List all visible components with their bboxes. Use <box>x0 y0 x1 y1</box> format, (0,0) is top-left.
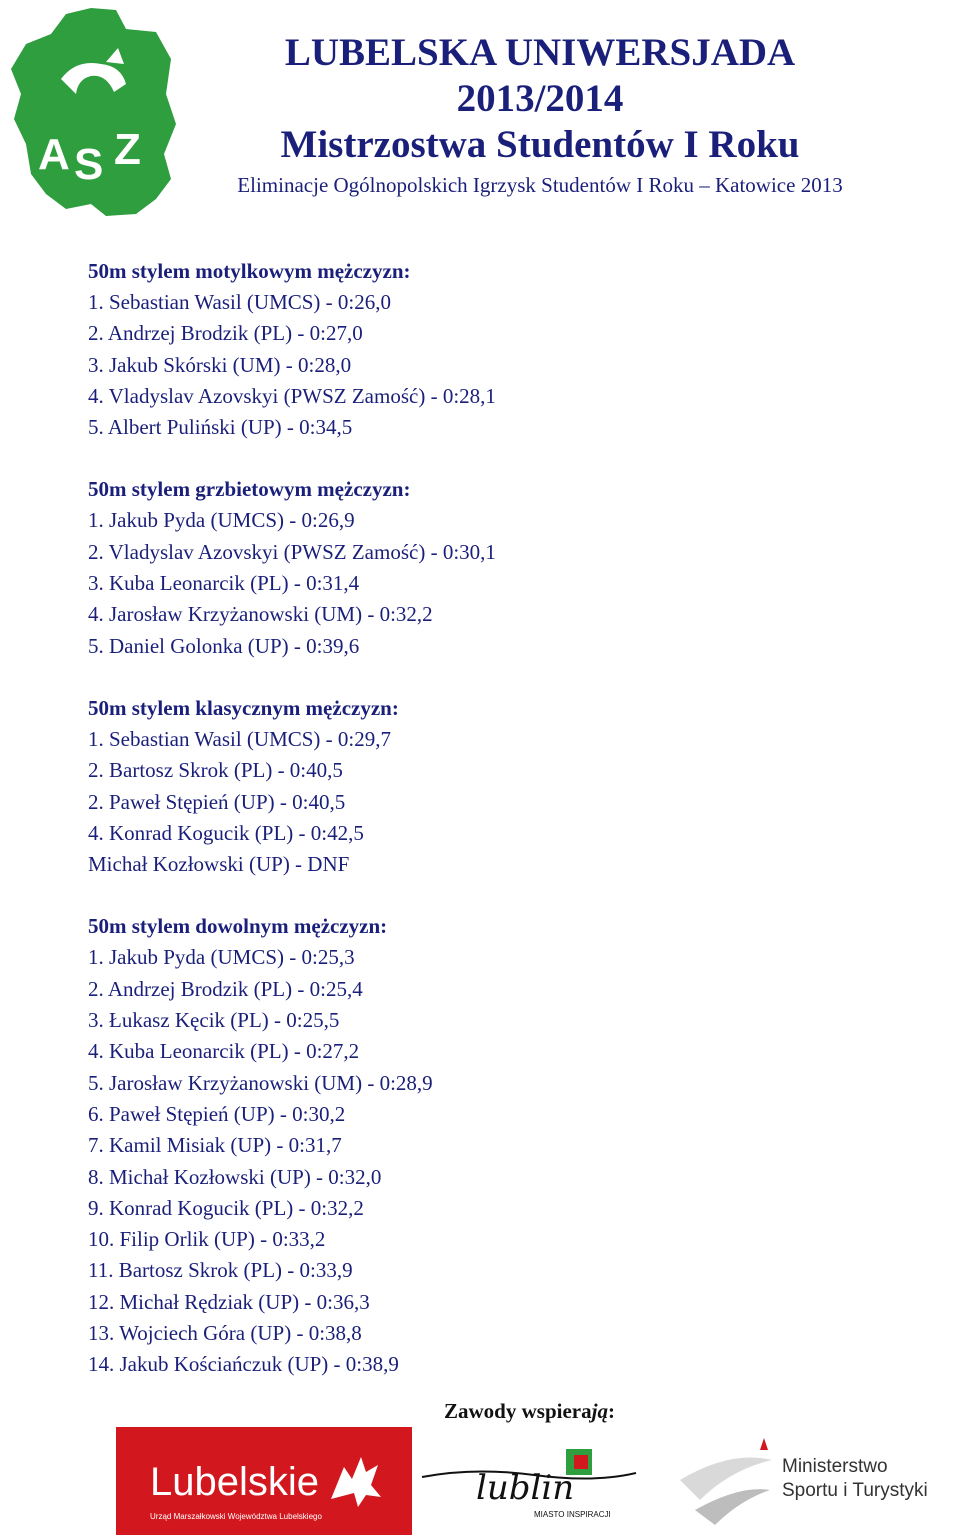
svg-text:Z: Z <box>114 125 141 174</box>
result-line: 1. Sebastian Wasil (UMCS) - 0:29,7 <box>88 726 391 751</box>
section-title: 50m stylem motylkowym mężczyzn: <box>88 259 411 283</box>
result-line: 3. Jakub Skórski (UM) - 0:28,0 <box>88 352 352 377</box>
result-line: 3. Kuba Leonarcik (PL) - 0:31,4 <box>88 571 360 596</box>
ministry-line2: Sportu i Turystyki <box>782 1480 928 1501</box>
header-title-line3: Mistrzostwa Studentów I Roku <box>280 123 800 166</box>
lublin-subtext: MIASTO INSPIRACJI <box>534 1510 611 1519</box>
lubelskie-logo <box>116 1427 412 1535</box>
section-backstroke <box>88 474 888 661</box>
section-butterfly <box>88 256 888 443</box>
header-title-line2: 2013/2014 <box>456 77 624 120</box>
result-line: 1. Jakub Pyda (UMCS) - 0:26,9 <box>88 508 355 533</box>
result-line: 6. Paweł Stępień (UP) - 0:30,2 <box>88 1101 346 1126</box>
sponsors-label <box>444 1399 615 1424</box>
result-line: 8. Michał Kozłowski (UP) - 0:32,0 <box>88 1164 382 1189</box>
result-line: 5. Daniel Golonka (UP) - 0:39,6 <box>88 633 360 658</box>
result-line: 3. Łukasz Kęcik (PL) - 0:25,5 <box>88 1008 340 1033</box>
header-title-line1: LUBELSKA UNIWERSJADA <box>284 31 796 74</box>
result-line: 10. Filip Orlik (UP) - 0:33,2 <box>88 1227 326 1252</box>
result-line: 2. Vladyslav Azovskyi (PWSZ Zamość) - 0:30,1 <box>88 539 496 564</box>
lubelskie-text: Lubelskie <box>150 1460 320 1504</box>
result-line: 4. Jarosław Krzyżanowski (UM) - 0:32,2 <box>88 602 433 627</box>
result-line: 2. Paweł Stępień (UP) - 0:40,5 <box>88 789 346 814</box>
lublin-text: lublin <box>476 1468 575 1508</box>
result-line: 5. Jarosław Krzyżanowski (UM) - 0:28,9 <box>88 1070 433 1095</box>
result-line: 2. Andrzej Brodzik (PL) - 0:25,4 <box>88 976 363 1001</box>
result-line: 9. Konrad Kogucik (PL) - 0:32,2 <box>88 1195 364 1220</box>
result-line: Michał Kozłowski (UP) - DNF <box>88 852 350 877</box>
result-line: 2. Andrzej Brodzik (PL) - 0:27,0 <box>88 321 363 346</box>
result-line: 1. Sebastian Wasil (UMCS) - 0:26,0 <box>88 290 391 314</box>
result-line: 4. Vladyslav Azovskyi (PWSZ Zamość) - 0:28,1 <box>88 383 496 408</box>
azs-logo <box>6 4 178 219</box>
result-line: 13. Wojciech Góra (UP) - 0:38,8 <box>88 1321 362 1346</box>
section-freestyle <box>88 911 888 1380</box>
sponsors-label-italic: ją <box>591 1399 608 1423</box>
result-line: 1. Jakub Pyda (UMCS) - 0:25,3 <box>88 945 355 970</box>
azs-logo-text: A <box>38 130 70 179</box>
results-list <box>88 256 888 1412</box>
ministry-line1: Ministerstwo <box>782 1456 888 1477</box>
section-title: 50m stylem dowolnym mężczyzn: <box>88 914 388 939</box>
section-title: 50m stylem klasycznym mężczyzn: <box>88 695 399 720</box>
document-header <box>190 30 890 200</box>
result-line: 4. Kuba Leonarcik (PL) - 0:27,2 <box>88 1039 360 1064</box>
result-line: 4. Konrad Kogucik (PL) - 0:42,5 <box>88 820 364 845</box>
result-line: 7. Kamil Misiak (UP) - 0:31,7 <box>88 1133 342 1158</box>
header-subtitle: Eliminacje Ogólnopolskich Igrzysk Studentów I Roku – Katowice 2013 <box>237 173 843 197</box>
lublin-logo <box>414 1427 644 1535</box>
result-line: 11. Bartosz Skrok (PL) - 0:33,9 <box>88 1258 353 1283</box>
result-line: 12. Michał Rędziak (UP) - 0:36,3 <box>88 1289 370 1314</box>
ministry-logo <box>660 1430 950 1535</box>
result-line: 2. Bartosz Skrok (PL) - 0:40,5 <box>88 758 343 783</box>
section-breaststroke <box>88 693 888 880</box>
sponsors-label-prefix: Zawody wspiera <box>444 1399 592 1423</box>
section-title: 50m stylem grzbietowym mężczyzn: <box>88 477 411 502</box>
lubelskie-subtext: Urząd Marszałkowski Województwa Lubelskiego <box>150 1512 322 1521</box>
sponsors-label-suffix: : <box>607 1399 615 1423</box>
svg-text:S: S <box>74 140 104 189</box>
result-line: 5. Albert Puliński (UP) - 0:34,5 <box>88 415 353 440</box>
result-line: 14. Jakub Kościańczuk (UP) - 0:38,9 <box>88 1352 399 1377</box>
